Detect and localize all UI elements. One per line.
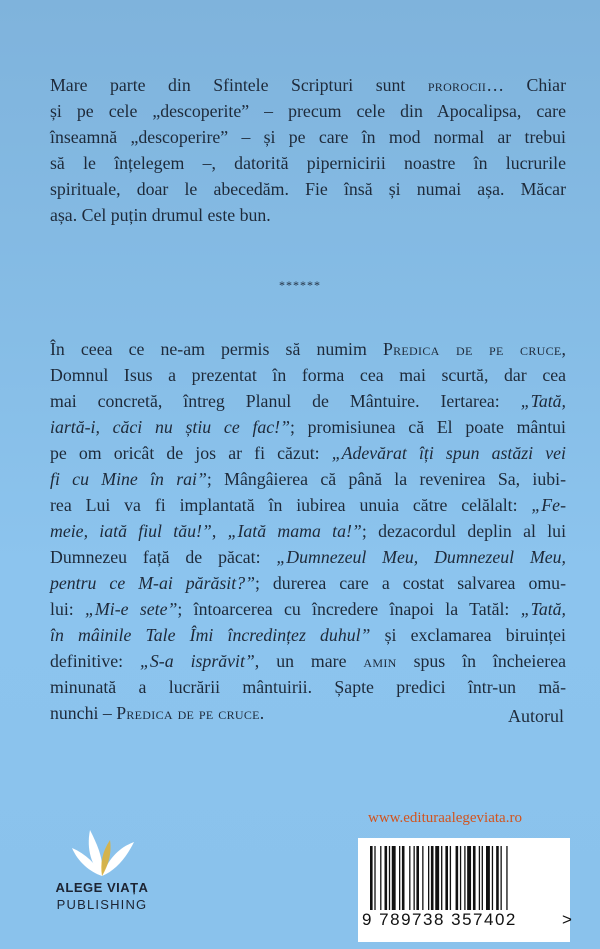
barcode-arrow: >	[562, 910, 572, 929]
publisher-name	[47, 880, 157, 912]
text-line: spirituale, doar le abecedăm. Fie însă și numai așa. Măcar	[50, 179, 566, 199]
text-line: înseamnă „descoperire” – și pe care în mod normal ar trebui	[50, 127, 566, 147]
text-line: în mâinile Tale Îmi încredințez duhul” și exclamarea biruinței	[50, 625, 566, 645]
publisher-logo-icon	[62, 826, 142, 878]
isbn-barcode-icon	[368, 846, 558, 910]
author-signature: Autorul	[508, 706, 564, 726]
text-line: iartă-i, căci nu știu ce fac!”; promisiunea că El poate mântui	[50, 417, 566, 437]
intro-paragraph	[50, 72, 566, 228]
text-line: Domnul Isus a prezentat în forma cea mai scurtă, dar cea	[50, 365, 566, 385]
text-line: meie, iată fiul tău!”, „Iată mama ta!”; dezacordul deplin al lui	[50, 521, 567, 541]
main-paragraph	[50, 336, 566, 726]
text-line: definitive: „S-a isprăvit”, un mare amin spus în încheierea	[50, 651, 566, 671]
text-line: pentru ce M-ai părăsit?”; durerea care a costat salvarea omu-	[50, 573, 566, 593]
text-line: lui: „Mi-e sete”; întoarcerea cu încredere înapoi la Tatăl: „Tată,	[50, 599, 566, 619]
publisher-name-line2: PUBLISHING	[56, 897, 148, 912]
text-line: nunchi – Predica de pe cruce.	[50, 703, 265, 723]
text-line: rea Lui va fi implantată în iubirea unuia către celălalt: „Fe-	[50, 495, 566, 515]
text-line: și pe cele „descoperite” – precum cele din Apocalipsa, care	[50, 101, 566, 121]
text-line: mai concretă, întreg Planul de Mântuire. Iertarea: „Tată,	[50, 391, 566, 411]
text-line: fi cu Mine în rai”; Mângâierea că până la revenirea Sa, iubi-	[50, 469, 566, 489]
section-separator: ******	[279, 278, 321, 292]
text-line: pe om oricât de jos ar fi căzut: „Adevărat îți spun astăzi vei	[50, 443, 566, 463]
text-line: așa. Cel puțin drumul este bun.	[50, 205, 271, 225]
text-line: Dumnezeu față de păcat: „Dumnezeul Meu, Dumnezeul Meu,	[50, 547, 566, 567]
publisher-website-link[interactable]: www.edituraalegeviata.ro	[368, 810, 522, 826]
text-line: să le înțelegem –, datorită pipernicirii noastre în lucrurile	[50, 153, 566, 173]
publisher-name-line1: ALEGE VIAȚA	[55, 880, 149, 895]
text-line: În ceea ce ne-am permis să numim Predica de pe cruce,	[50, 339, 566, 359]
text-line: minunată a lucrării mântuirii. Șapte predici într-un mă-	[50, 677, 566, 697]
text-line: Mare parte din Sfintele Scripturi sunt prorocii… Chiar	[50, 75, 566, 95]
isbn-number: 9 789738 357402	[362, 910, 517, 929]
